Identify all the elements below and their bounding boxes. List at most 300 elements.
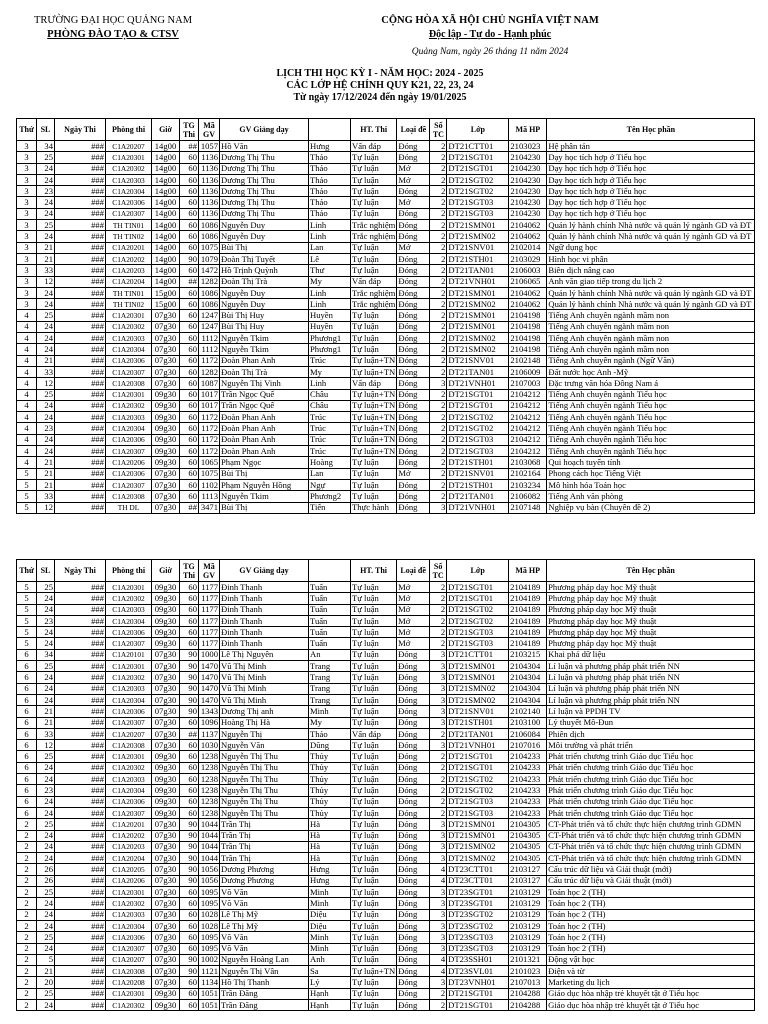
lecturer-given-name-cell: Minh: [309, 887, 351, 898]
lecturer-id-cell: 1096: [199, 717, 220, 728]
credits-cell: 2: [430, 988, 447, 999]
exam-type-cell: Đóng: [397, 287, 430, 298]
exam-date-cell: ###: [55, 163, 106, 174]
lecturer-surname-cell: Đoàn Thị Trà: [220, 366, 309, 377]
course-name-cell: Quản lý hành chính Nhà nước và quản lý ngành GD và ĐT: [547, 287, 755, 298]
course-name-cell: Tiếng Anh chuyên ngành mầm non: [547, 344, 755, 355]
lecturer-surname-cell: Dương Thị Thu: [220, 208, 309, 219]
weekday-cell: 4: [17, 412, 37, 423]
weekday-cell: 3: [17, 163, 37, 174]
class-code-cell: DT21SGT03: [447, 627, 509, 638]
course-name-cell: Dạy học tích hợp ở Tiểu học: [547, 186, 755, 197]
exam-room-cell: C1A20304: [106, 785, 152, 796]
lecturer-surname-cell: Nguyễn Thị Vinh: [220, 378, 309, 389]
weekday-cell: 3: [17, 174, 37, 185]
lecturer-surname-cell: Võ Văn: [220, 943, 309, 954]
exam-duration-cell: 60: [180, 457, 199, 468]
weekday-cell: 6: [17, 706, 37, 717]
credits-cell: 2: [430, 762, 447, 773]
course-code-cell: 2104189: [509, 615, 547, 626]
student-count-cell: 21: [37, 966, 55, 977]
student-count-cell: 21: [37, 253, 55, 264]
class-code-cell: DT21SMN02: [447, 299, 509, 310]
exam-format-cell: Tự luận: [351, 988, 397, 999]
table-row: [17, 785, 755, 796]
exam-date-cell: ###: [55, 321, 106, 332]
class-code-cell: DT21SMN01: [447, 819, 509, 830]
course-name-cell: Qui hoạch tuyến tính: [547, 457, 755, 468]
exam-duration-cell: 60: [180, 333, 199, 344]
exam-time-cell: 07g30: [152, 491, 180, 502]
exam-type-cell: Đóng: [397, 672, 430, 683]
course-name-cell: Nghiệp vụ bàn (Chuyên đề 2): [547, 502, 755, 513]
exam-type-cell: Đóng: [397, 299, 430, 310]
student-count-cell: 25: [37, 819, 55, 830]
exam-date-cell: ###: [55, 830, 106, 841]
lecturer-given-name-cell: Minh: [309, 932, 351, 943]
exam-duration-cell: 90: [180, 672, 199, 683]
weekday-cell: 3: [17, 265, 37, 276]
exam-date-cell: ###: [55, 242, 106, 253]
weekday-cell: 3: [17, 287, 37, 298]
weekday-cell: 6: [17, 728, 37, 739]
exam-duration-cell: 60: [180, 355, 199, 366]
lecturer-given-name-cell: Thảo: [309, 208, 351, 219]
weekday-cell: 2: [17, 887, 37, 898]
table-row: [17, 582, 755, 593]
lecturer-id-cell: 1095: [199, 932, 220, 943]
exam-time-cell: 07g30: [152, 717, 180, 728]
course-name-cell: CT-Phát triển và tổ chức thực hiện chương trình GDMN: [547, 853, 755, 864]
exam-type-cell: Đóng: [397, 706, 430, 717]
course-code-cell: 2103127: [509, 875, 547, 886]
exam-format-cell: Tự luận+TN: [352, 389, 396, 400]
credits-cell: 2: [430, 333, 447, 344]
course-code-cell: 2107016: [509, 740, 547, 751]
course-name-cell: Giáo dục hòa nhập trẻ khuyết tật ở Tiểu học: [547, 999, 755, 1010]
weekday-cell: 6: [17, 751, 37, 762]
exam-room-cell: C1A20203: [106, 841, 152, 852]
class-code-cell: DT21SGT02: [447, 423, 509, 434]
col-gio-header: Giờ: [152, 119, 180, 141]
exam-type-cell: Đóng: [397, 186, 430, 197]
exam-room-cell: C1A20303: [106, 412, 152, 423]
lecturer-id-cell: 1238: [199, 774, 220, 785]
weekday-cell: 4: [17, 355, 37, 366]
class-code-cell: DT21VNH01: [447, 378, 509, 389]
class-code-cell: DT21SMN02: [447, 853, 509, 864]
lecturer-id-cell: 1177: [199, 604, 220, 615]
course-name-cell: Toán học 2 (TH): [547, 920, 755, 931]
exam-time-cell: 14g00: [152, 163, 180, 174]
student-count-cell: 24: [37, 672, 55, 683]
exam-format-cell: Tự luận: [351, 604, 397, 615]
exam-duration-cell: 60: [180, 389, 199, 400]
lecturer-given-name-cell: Hưng: [309, 141, 351, 152]
exam-room-cell: C1A20306: [106, 627, 152, 638]
credits-cell: 2: [430, 174, 447, 185]
weekday-cell: 5: [17, 582, 37, 593]
lecturer-given-name-cell: Thảo: [309, 197, 351, 208]
lecturer-id-cell: 1095: [199, 898, 220, 909]
credits-cell: 2: [430, 208, 447, 219]
exam-format-cell: Tự luận+TN: [352, 411, 396, 422]
class-code-cell: DT21SMN02: [447, 694, 509, 705]
table-row: [17, 265, 755, 276]
course-code-cell: 2104304: [509, 672, 547, 683]
credits-cell: 2: [430, 615, 447, 626]
lecturer-surname-cell: Dương Phương: [220, 864, 309, 875]
course-code-cell: 2104305: [509, 830, 547, 841]
exam-time-cell: 07g30: [152, 909, 180, 920]
exam-date-cell: ###: [55, 400, 106, 411]
exam-format-cell: Tự luận+TN: [352, 366, 396, 377]
exam-room-cell: C1A20307: [106, 479, 152, 490]
lecturer-id-cell: 1065: [199, 457, 220, 468]
course-name-cell: Phát triển chương trình Giáo dục Tiểu học: [547, 807, 755, 818]
course-code-cell: 2103129: [509, 932, 547, 943]
exam-date-cell: ###: [55, 468, 106, 479]
class-code-cell: DT21SMN01: [447, 287, 509, 298]
course-code-cell: 2104304: [509, 694, 547, 705]
exam-type-cell: Mở: [397, 604, 430, 615]
exam-duration-cell: 60: [180, 627, 199, 638]
lecturer-surname-cell: Dương Thị Thu: [220, 152, 309, 163]
exam-room-cell: C1A20202: [106, 830, 152, 841]
lecturer-id-cell: 1030: [199, 740, 220, 751]
exam-duration-cell: 60: [180, 321, 199, 332]
exam-time-cell: 09g30: [152, 389, 180, 400]
exam-format-cell: Tự luận: [351, 186, 397, 197]
course-name-cell: CT-Phát triển và tổ chức thực hiện chương trình GDMN: [547, 841, 755, 852]
class-code-cell: DT21STH01: [447, 717, 509, 728]
class-code-cell: DT21SGT01: [447, 999, 509, 1010]
exam-room-cell: C1A20303: [106, 774, 152, 785]
exam-duration-cell: 60: [180, 785, 199, 796]
exam-room-cell: C1A20208: [106, 977, 152, 988]
lecturer-given-name-cell: Minh: [309, 898, 351, 909]
class-code-cell: DT21VNH01: [447, 740, 509, 751]
lecturer-surname-cell: Bùi Thị Huy: [220, 321, 309, 332]
class-code-cell: DT23SSH01: [447, 954, 509, 965]
exam-room-cell: C1A20307: [106, 366, 152, 377]
course-name-cell: Lí luận và phương pháp phát triển NN: [547, 661, 755, 672]
lecturer-given-name-cell: Linh: [309, 231, 351, 242]
exam-time-cell: 09g30: [152, 604, 180, 615]
table-row: [17, 943, 755, 954]
student-count-cell: 24: [37, 694, 55, 705]
lecturer-given-name-cell: Tuấn: [309, 627, 351, 638]
exam-room-cell: C1A20302: [106, 999, 152, 1010]
exam-room-cell: C1A20307: [106, 446, 152, 457]
lecturer-id-cell: 1051: [199, 988, 220, 999]
course-name-cell: Đất nước học Anh -Mỹ: [547, 366, 755, 377]
exam-date-cell: ###: [55, 988, 106, 999]
exam-date-cell: ###: [55, 446, 106, 457]
lecturer-given-name-cell: Lê: [309, 253, 351, 264]
course-code-cell: 2104189: [509, 638, 547, 649]
exam-format-cell: Trắc nghiệm: [352, 231, 396, 242]
weekday-cell: 5: [17, 593, 37, 604]
credits-cell: 3: [430, 661, 447, 672]
exam-type-cell: Đóng: [397, 694, 430, 705]
exam-duration-cell: 60: [180, 920, 199, 931]
lecturer-surname-cell: Hồ Văn: [220, 141, 309, 152]
student-count-cell: 21: [37, 706, 55, 717]
weekday-cell: 2: [17, 943, 37, 954]
class-code-cell: DT21SGT03: [447, 807, 509, 818]
table-row: [17, 253, 755, 264]
table-row: [17, 954, 755, 965]
exam-type-cell: Đóng: [397, 231, 430, 242]
lecturer-given-name-cell: Phương1: [309, 344, 351, 355]
student-count-cell: 24: [37, 321, 55, 332]
exam-room-cell: C1A20301: [106, 389, 152, 400]
weekday-cell: 4: [17, 333, 37, 344]
credits-cell: 3: [430, 841, 447, 852]
course-code-cell: 2104230: [509, 197, 547, 208]
course-code-cell: 2104305: [509, 853, 547, 864]
col-so-tc-header: Số TC: [430, 560, 447, 582]
exam-date-cell: ###: [55, 152, 106, 163]
class-code-cell: DT21VNH01: [447, 276, 509, 287]
lecturer-given-name-cell: Trang: [309, 661, 351, 672]
course-code-cell: 2104212: [509, 389, 547, 400]
table-row: [17, 615, 755, 626]
weekday-cell: 5: [17, 615, 37, 626]
exam-room-cell: C1A20205: [106, 864, 152, 875]
student-count-cell: 24: [37, 344, 55, 355]
exam-type-cell: Đóng: [397, 999, 430, 1010]
class-code-cell: DT21SGT01: [447, 988, 509, 999]
exam-date-cell: ###: [55, 954, 106, 965]
exam-format-cell: Tự luận: [351, 479, 397, 490]
table-row: [17, 321, 755, 332]
lecturer-id-cell: 1086: [199, 299, 220, 310]
exam-format-cell: Tự luận: [351, 920, 397, 931]
course-name-cell: Lí luận và PPDH TV: [547, 706, 755, 717]
col-ten-hoc-phan-header: Tên Học phần: [547, 119, 755, 141]
exam-format-cell: Tự luận: [351, 762, 397, 773]
weekday-cell: 3: [17, 152, 37, 163]
national-header: [340, 14, 640, 42]
table-row: [17, 152, 755, 163]
weekday-cell: 2: [17, 966, 37, 977]
exam-time-cell: 07g30: [152, 830, 180, 841]
student-count-cell: 24: [37, 638, 55, 649]
exam-type-cell: Đóng: [397, 774, 430, 785]
student-count-cell: 24: [37, 943, 55, 954]
course-name-cell: Biên dịch nâng cao: [547, 265, 755, 276]
exam-duration-cell: 60: [180, 344, 199, 355]
weekday-cell: 6: [17, 762, 37, 773]
lecturer-surname-cell: Đoàn Phan Anh: [220, 434, 309, 445]
exam-duration-cell: 90: [180, 706, 199, 717]
exam-duration-cell: 60: [180, 932, 199, 943]
course-code-cell: 2104230: [509, 208, 547, 219]
exam-time-cell: 07g30: [152, 344, 180, 355]
lecturer-given-name-cell: Hà: [309, 853, 351, 864]
table-row: [17, 344, 755, 355]
exam-duration-cell: ##: [180, 502, 199, 513]
table-row: [17, 762, 755, 773]
exam-date-cell: ###: [55, 683, 106, 694]
lecturer-surname-cell: Hồ Trịnh Quỳnh: [220, 265, 309, 276]
republic-title: CỘNG HÒA XÃ HỘI CHỦ NGHĨA VIỆT NAM: [381, 15, 599, 26]
lecturer-given-name-cell: Thủy: [309, 796, 351, 807]
lecturer-id-cell: 1172: [199, 446, 220, 457]
lecturer-surname-cell: Trần Thị: [220, 830, 309, 841]
col-ma-gv-header: Mã GV: [199, 560, 220, 582]
exam-date-cell: ###: [55, 378, 106, 389]
class-code-cell: DT21VNH01: [447, 502, 509, 513]
exam-room-cell: C1A20302: [106, 163, 152, 174]
exam-format-cell: Tự luận: [351, 661, 397, 672]
credits-cell: 2: [430, 220, 447, 231]
exam-format-cell: Tự luận: [351, 208, 397, 219]
exam-format-cell: Tự luận: [351, 706, 397, 717]
exam-time-cell: 07g30: [152, 502, 180, 513]
table-row: [17, 333, 755, 344]
exam-time-cell: 07g30: [152, 333, 180, 344]
credits-cell: 2: [430, 344, 447, 355]
table-row: [17, 966, 755, 977]
course-code-cell: 2104304: [509, 683, 547, 694]
exam-time-cell: 07g30: [152, 853, 180, 864]
lecturer-surname-cell: Đoàn Phan Anh: [220, 355, 309, 366]
exam-date-cell: ###: [55, 389, 106, 400]
lecturer-surname-cell: Dương Phương: [220, 875, 309, 886]
exam-duration-cell: 60: [180, 412, 199, 423]
exam-format-cell: Tự luận+TN: [352, 423, 396, 434]
lecturer-id-cell: 1177: [199, 593, 220, 604]
exam-type-cell: Mở: [397, 174, 430, 185]
exam-duration-cell: 60: [180, 208, 199, 219]
credits-cell: 4: [430, 966, 447, 977]
lecturer-given-name-cell: Trang: [309, 694, 351, 705]
class-code-cell: DT21CTT01: [447, 649, 509, 660]
credits-cell: 3: [430, 932, 447, 943]
lecturer-given-name-cell: Anh: [309, 954, 351, 965]
exam-room-cell: C1A20304: [106, 694, 152, 705]
lecturer-id-cell: 1002: [199, 954, 220, 965]
lecturer-surname-cell: Nguyễn Thị: [220, 728, 309, 739]
lecturer-given-name-cell: Lý: [309, 977, 351, 988]
lecturer-given-name-cell: My: [309, 276, 351, 287]
exam-room-cell: C1A20307: [106, 717, 152, 728]
course-code-cell: 2104212: [509, 434, 547, 445]
exam-time-cell: 07g30: [152, 310, 180, 321]
exam-duration-cell: 90: [180, 966, 199, 977]
exam-time-cell: 07g30: [152, 819, 180, 830]
exam-type-cell: Đóng: [397, 728, 430, 739]
lecturer-surname-cell: Trần Thị: [220, 853, 309, 864]
class-code-cell: DT21TAN01: [447, 366, 509, 377]
student-count-cell: 24: [37, 163, 55, 174]
lecturer-surname-cell: Nguyễn Duy: [220, 287, 309, 298]
lecturer-surname-cell: Trần Đăng: [220, 988, 309, 999]
lecturer-surname-cell: Bùi Thị: [220, 242, 309, 253]
col-tg-thi-header: TG Thi: [180, 119, 199, 141]
exam-time-cell: 07g30: [152, 479, 180, 490]
student-count-cell: 24: [37, 627, 55, 638]
exam-format-cell: Tự luận: [351, 174, 397, 185]
credits-cell: 2: [430, 999, 447, 1010]
student-count-cell: 24: [37, 231, 55, 242]
weekday-cell: 2: [17, 920, 37, 931]
course-name-cell: Dạy học tích hợp ở Tiểu học: [547, 208, 755, 219]
course-code-cell: 2106084: [509, 728, 547, 739]
exam-time-cell: 07g30: [152, 932, 180, 943]
lecturer-surname-cell: Đinh Thanh: [220, 593, 309, 604]
class-code-cell: DT21SGT02: [447, 604, 509, 615]
credits-cell: 3: [430, 378, 447, 389]
credits-cell: 2: [430, 491, 447, 502]
course-code-cell: 2104233: [509, 751, 547, 762]
lecturer-id-cell: 1086: [199, 220, 220, 231]
col-sl-header: SL: [37, 560, 55, 582]
exam-room-cell: C1A20306: [106, 197, 152, 208]
course-code-cell: 2101023: [509, 966, 547, 977]
exam-format-cell: Tự luận: [351, 344, 397, 355]
exam-type-cell: Đóng: [397, 920, 430, 931]
weekday-cell: 3: [17, 299, 37, 310]
col-loai-de-header: Loại đề: [397, 119, 430, 141]
exam-room-cell: C1A20304: [106, 344, 152, 355]
lecturer-given-name-cell: Diệu: [309, 909, 351, 920]
lecturer-given-name-cell: Phương1: [309, 333, 351, 344]
weekday-cell: 2: [17, 875, 37, 886]
lecturer-surname-cell: Trần Ngọc Quế: [220, 389, 309, 400]
course-name-cell: Toán học 2 (TH): [547, 932, 755, 943]
credits-cell: 2: [430, 242, 447, 253]
exam-room-cell: C1A20207: [106, 728, 152, 739]
exam-format-cell: Tự luận: [351, 694, 397, 705]
exam-type-cell: Đóng: [397, 253, 430, 264]
weekday-cell: 4: [17, 344, 37, 355]
lecturer-given-name-cell: Minh: [309, 706, 351, 717]
exam-room-cell: C1A20201: [106, 819, 152, 830]
lecturer-id-cell: 1051: [199, 999, 220, 1010]
exam-type-cell: Đóng: [397, 344, 430, 355]
exam-room-cell: C1A20301: [106, 152, 152, 163]
issue-date: Quảng Nam, ngày 26 tháng 11 năm 2024: [411, 47, 569, 57]
lecturer-surname-cell: Dương Thị Thu: [220, 186, 309, 197]
exam-format-cell: Thực hành: [351, 502, 397, 513]
lecturer-id-cell: 1238: [199, 807, 220, 818]
exam-format-cell: Vấn đáp: [351, 378, 397, 389]
course-code-cell: 2104212: [509, 400, 547, 411]
exam-date-cell: ###: [55, 265, 106, 276]
table-row: [17, 378, 755, 389]
col-ht-thi-header: HT. Thi: [351, 560, 397, 582]
course-code-cell: 2104189: [509, 593, 547, 604]
table-row: [17, 389, 755, 400]
lecturer-given-name-cell: Dũng: [309, 740, 351, 751]
student-count-cell: 24: [37, 400, 55, 411]
student-count-cell: 25: [37, 310, 55, 321]
exam-format-cell: Vấn đáp: [351, 728, 397, 739]
student-count-cell: 21: [37, 479, 55, 490]
student-count-cell: 24: [37, 909, 55, 920]
title-line-3: Từ ngày 17/12/2024 đến ngày 19/01/2025: [293, 92, 467, 103]
exam-type-cell: Mở: [397, 468, 430, 479]
exam-time-cell: 07g30: [152, 977, 180, 988]
lecturer-id-cell: 1238: [199, 762, 220, 773]
exam-time-cell: 09g30: [152, 807, 180, 818]
lecturer-id-cell: 1177: [199, 638, 220, 649]
course-code-cell: 2104198: [509, 344, 547, 355]
